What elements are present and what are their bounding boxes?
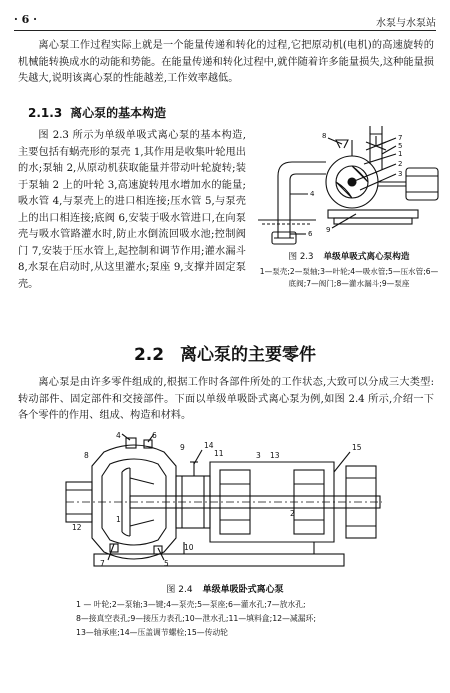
fig2-3-callout-5: 5 — [398, 142, 403, 150]
fig2-3-callout-6: 6 — [308, 230, 313, 238]
figure-2-3-title: 单级单吸式离心泵构造 — [323, 252, 410, 262]
chapter-number: 2.2 — [133, 345, 165, 365]
fig2-3-callout-4: 4 — [310, 190, 315, 198]
fig2-4-callout-14: 14 — [204, 441, 214, 450]
figure-2-4-legend-line: 13—轴承座;14—压盖调节螺栓;15—传动轮 — [76, 628, 228, 637]
fig2-4-callout-5: 5 — [164, 559, 169, 568]
section-number: 2.1.3 — [28, 106, 63, 120]
figure-2-4-legend-line: 8—接真空表孔;9—接压力表孔;10—泄水孔;11—填料盒;12—减漏环; — [76, 614, 316, 623]
figure-2-4-legend — [76, 598, 396, 640]
figure-2-3-legend: 1—泵壳;2—泵轴;3—叶轮;4—吸水管;5—压水管;6—底阀;7—阀门;8—灌水漏斗;9—泵座 — [259, 267, 439, 288]
fig2-4-callout-9: 9 — [180, 443, 185, 452]
figure-2-3-caption — [256, 251, 442, 263]
fig2-4-callout-3: 3 — [256, 451, 261, 460]
fig2-4-callout-13: 13 — [270, 451, 280, 460]
fig2-4-callout-10: 10 — [184, 543, 194, 552]
fig2-3-callout-2: 2 — [398, 160, 403, 168]
figure-2-4-number: 图 2.4 — [166, 585, 193, 595]
fig2-3-callout-8: 8 — [322, 132, 327, 140]
fig2-4-callout-7: 7 — [100, 559, 105, 568]
fig2-3-callout-1: 1 — [398, 150, 403, 158]
fig2-4-callout-4: 4 — [116, 432, 121, 440]
fig2-4-callout-15: 15 — [352, 443, 362, 452]
fig2-4-callout-8: 8 — [84, 451, 89, 460]
figure-2-4-caption — [0, 582, 450, 595]
fig2-4-callout-12: 12 — [72, 523, 82, 532]
running-title: 水泵与水泵站 — [376, 18, 436, 29]
parts-paragraph: 离心泵是由许多零件组成的,根据工作时各部件所处的工作状态,大致可以分成三大类型:转动部件、固定部件和交接部件。下面以单级单吸卧式离心泵为例,如图 2.4 所示,介绍一下各个零件的作用、组成、构造和材料。 — [18, 377, 434, 421]
running-header — [14, 12, 436, 31]
figure-2-3-drawing — [256, 124, 442, 246]
construction-paragraph: 图 2.3 所示为单级单吸式离心泵的基本构造,主要包括有蜗壳形的泵壳 1,其作用是收集叶轮甩出的水;泵轴 2,从原动机获取能量并带动叶轮旋转;装于泵轴 2 上的叶轮 3,高速旋转甩水增加水的能量;吸水管 4,与泵壳上的进口相连接;压水管 5,与泵壳上的出口相连接;底阀 6,安装于吸水管进口,在向泵壳与吸水管路灌水时,防止水倒流回吸水池;控制阀门 7,安装于压水管上,起控制和调节作用;灌水漏斗 8,水泵在启动时,从这里灌水;泵座 9,支撑并固定泵壳。 — [18, 130, 246, 290]
section-heading — [28, 104, 166, 121]
fig2-3-callout-3: 3 — [398, 170, 403, 178]
figure-2-4-title: 单级单吸卧式离心泵 — [202, 585, 284, 595]
figure-2-3-number: 图 2.3 — [288, 252, 314, 262]
fig2-4-callout-1: 1 — [116, 515, 121, 524]
fig2-3-callout-9: 9 — [326, 226, 331, 234]
fig2-4-callout-6: 6 — [152, 432, 157, 440]
fig2-3-callout-7: 7 — [398, 134, 403, 142]
section-title: 离心泵的基本构造 — [70, 106, 167, 120]
fig2-4-callout-11: 11 — [214, 449, 224, 458]
chapter-heading — [0, 340, 450, 365]
figure-2-4-drawing — [64, 432, 384, 572]
page-number: · 6 · — [14, 13, 37, 26]
fig2-4-callout-2: 2 — [290, 509, 295, 518]
intro-paragraph: 离心泵工作过程实际上就是一个能量传递和转化的过程,它把原动机(电机)的高速旋转的机械能转换成水的动能和势能。在能量传递和转化过程中,就伴随着许多能量损失,这种能量损失越大,说明该离心泵的性能越差,工作效率越低。 — [18, 40, 434, 84]
chapter-title: 离心泵的主要零件 — [180, 345, 317, 365]
figure-2-4-legend-line: 1 — 叶轮;2—泵轴;3—键;4—泵壳;5—泵座;6—灌水孔;7—放水孔; — [76, 600, 306, 609]
